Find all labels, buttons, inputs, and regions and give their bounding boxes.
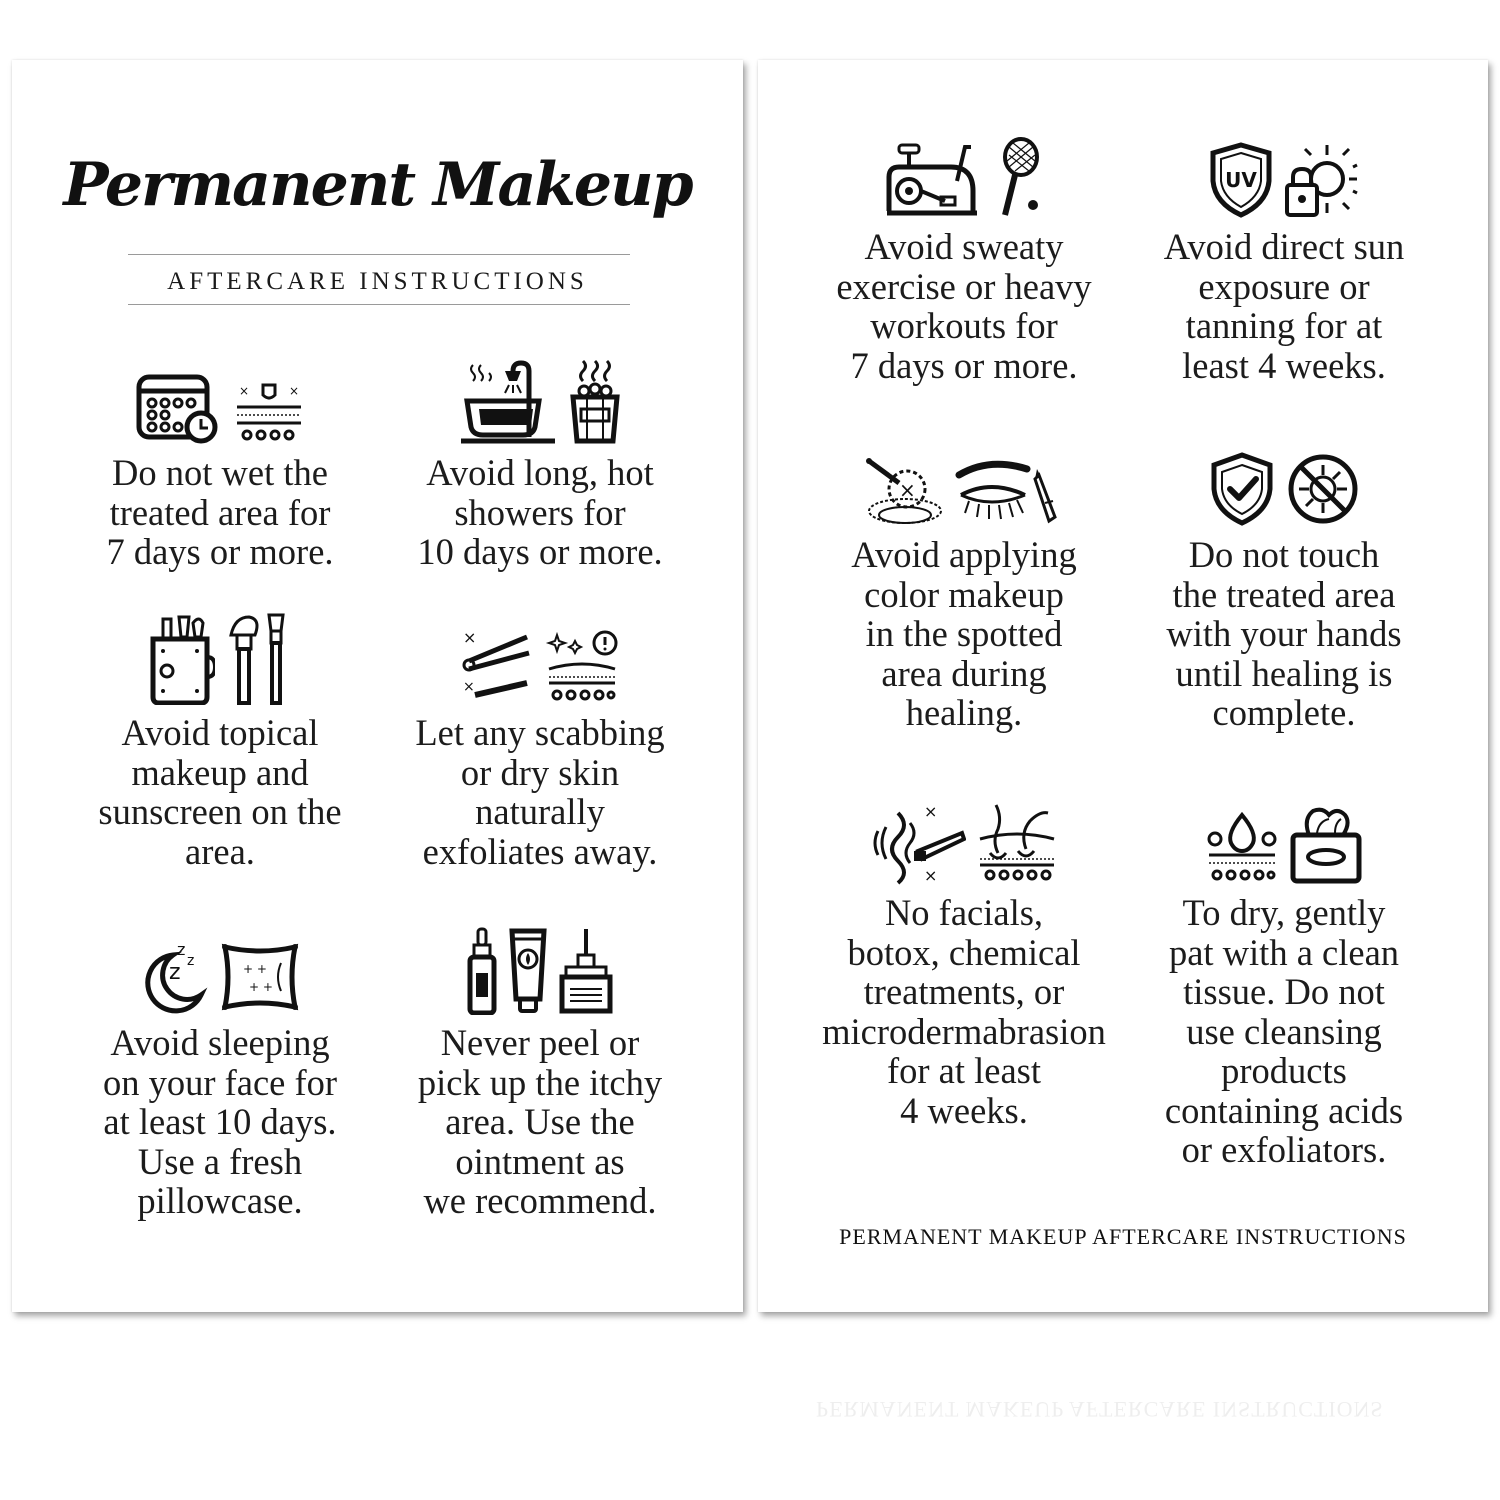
title-rule-top bbox=[128, 254, 630, 255]
instruction-text: Avoid sweaty exercise or heavy workouts for 7 days or more. bbox=[836, 226, 1092, 386]
svg-text:z: z bbox=[187, 953, 195, 969]
ointment-jar-icon bbox=[558, 927, 614, 1015]
right-card bbox=[758, 60, 1488, 1312]
vibration-device-icon bbox=[870, 801, 966, 885]
svg-text:×: × bbox=[924, 866, 938, 885]
ointment-tube-icon bbox=[508, 927, 548, 1015]
instruction-text: Do not touch the treated area with your hands until healing is complete. bbox=[1166, 534, 1402, 733]
instruction-text: Do not wet the treated area for 7 days or more. bbox=[106, 452, 334, 572]
svg-text:+ +: + + bbox=[249, 980, 273, 994]
card-footer: PERMANENT MAKEUP AFTERCARE INSTRUCTIONS bbox=[839, 1224, 1407, 1249]
exercise-bike-icon bbox=[885, 141, 983, 219]
instruction-item-never-peel bbox=[380, 920, 700, 1221]
instruction-item-no-facials bbox=[804, 790, 1124, 1130]
svg-text:×: × bbox=[239, 384, 250, 398]
instruction-text: Let any scabbing or dry skin naturally exfoliates away. bbox=[415, 712, 665, 872]
instruction-item-let-scabbing bbox=[380, 610, 700, 871]
dropper-bottle-icon bbox=[466, 927, 498, 1015]
spotted-area-icon bbox=[865, 455, 945, 527]
tissue-box-icon bbox=[1289, 805, 1363, 885]
instruction-item-no-touch bbox=[1124, 432, 1444, 733]
skin-drop-icon bbox=[1205, 809, 1279, 885]
eyebrow-eye-icon bbox=[955, 455, 1063, 527]
moon-sleep-icon bbox=[139, 939, 209, 1015]
instruction-text: No facials, botox, chemical treatments, or microdermabrasion for at least 4 weeks. bbox=[822, 892, 1106, 1131]
svg-text:×: × bbox=[289, 384, 300, 398]
instruction-item-no-exercise bbox=[804, 124, 1124, 385]
svg-text:×: × bbox=[463, 679, 475, 695]
instruction-item-no-wet bbox=[60, 350, 380, 572]
card-title: Permanent Makeup bbox=[63, 150, 692, 220]
svg-text:+ +: + + bbox=[243, 962, 267, 976]
no-virus-icon bbox=[1286, 451, 1360, 527]
svg-text:×: × bbox=[899, 478, 916, 502]
pillow-icon bbox=[219, 939, 301, 1015]
title-rule-bottom bbox=[128, 304, 630, 305]
reflection-footer-text: PERMANENT MAKEUP AFTERCARE INSTRUCTIONS bbox=[816, 1397, 1384, 1422]
instruction-item-no-hot-showers bbox=[380, 350, 700, 572]
instruction-text: Avoid topical makeup and sunscreen on the area. bbox=[98, 712, 342, 872]
instruction-item-no-face-sleeping bbox=[60, 920, 380, 1221]
tweezers-icon bbox=[461, 625, 535, 705]
hot-sauna-icon bbox=[569, 357, 621, 445]
left-card bbox=[12, 60, 743, 1312]
skin-sparkle-icon bbox=[545, 625, 619, 705]
instruction-text: Avoid direct sun exposure or tanning for at least 4 weeks. bbox=[1163, 226, 1405, 386]
bathtub-shower-icon bbox=[459, 357, 559, 445]
skin-protection-icon bbox=[233, 379, 305, 445]
instruction-item-no-sun bbox=[1124, 124, 1444, 385]
svg-text:×: × bbox=[924, 802, 938, 821]
instruction-text: Avoid applying color makeup in the spotted area during healing. bbox=[851, 534, 1077, 733]
instruction-text: Avoid long, hot showers for 10 days or more. bbox=[417, 452, 663, 572]
calendar-icon bbox=[135, 369, 223, 445]
card-subtitle: AFTERCARE INSTRUCTIONS bbox=[167, 268, 588, 295]
check-shield-icon bbox=[1208, 451, 1276, 527]
hair-follicle-icon bbox=[976, 801, 1058, 885]
makeup-brushes-icon bbox=[225, 613, 291, 705]
instruction-text: To dry, gently pat with a clean tissue. Do not use cleansing products containing acids or exfoliators. bbox=[1164, 892, 1404, 1170]
instruction-text: Avoid sleeping on your face for at least 10 days. Use a fresh pillowcase. bbox=[102, 1022, 338, 1221]
tennis-racket-icon bbox=[993, 137, 1043, 219]
uv-shield-icon bbox=[1209, 141, 1273, 219]
instruction-item-no-topical-makeup bbox=[60, 610, 380, 871]
sun-lock-icon bbox=[1283, 141, 1359, 219]
svg-text:×: × bbox=[463, 628, 477, 647]
card-reflection bbox=[0, 1382, 1500, 1422]
svg-text:z: z bbox=[169, 960, 181, 985]
instruction-item-pat-dry bbox=[1124, 790, 1444, 1170]
instruction-text: Never peel or pick up the itchy area. Use the ointment as we recommend. bbox=[417, 1022, 663, 1221]
svg-text:UV: UV bbox=[1225, 168, 1257, 192]
makeup-brush-holder-icon bbox=[149, 613, 215, 705]
instruction-item-no-color-makeup bbox=[804, 432, 1124, 733]
svg-text:z: z bbox=[177, 940, 186, 959]
